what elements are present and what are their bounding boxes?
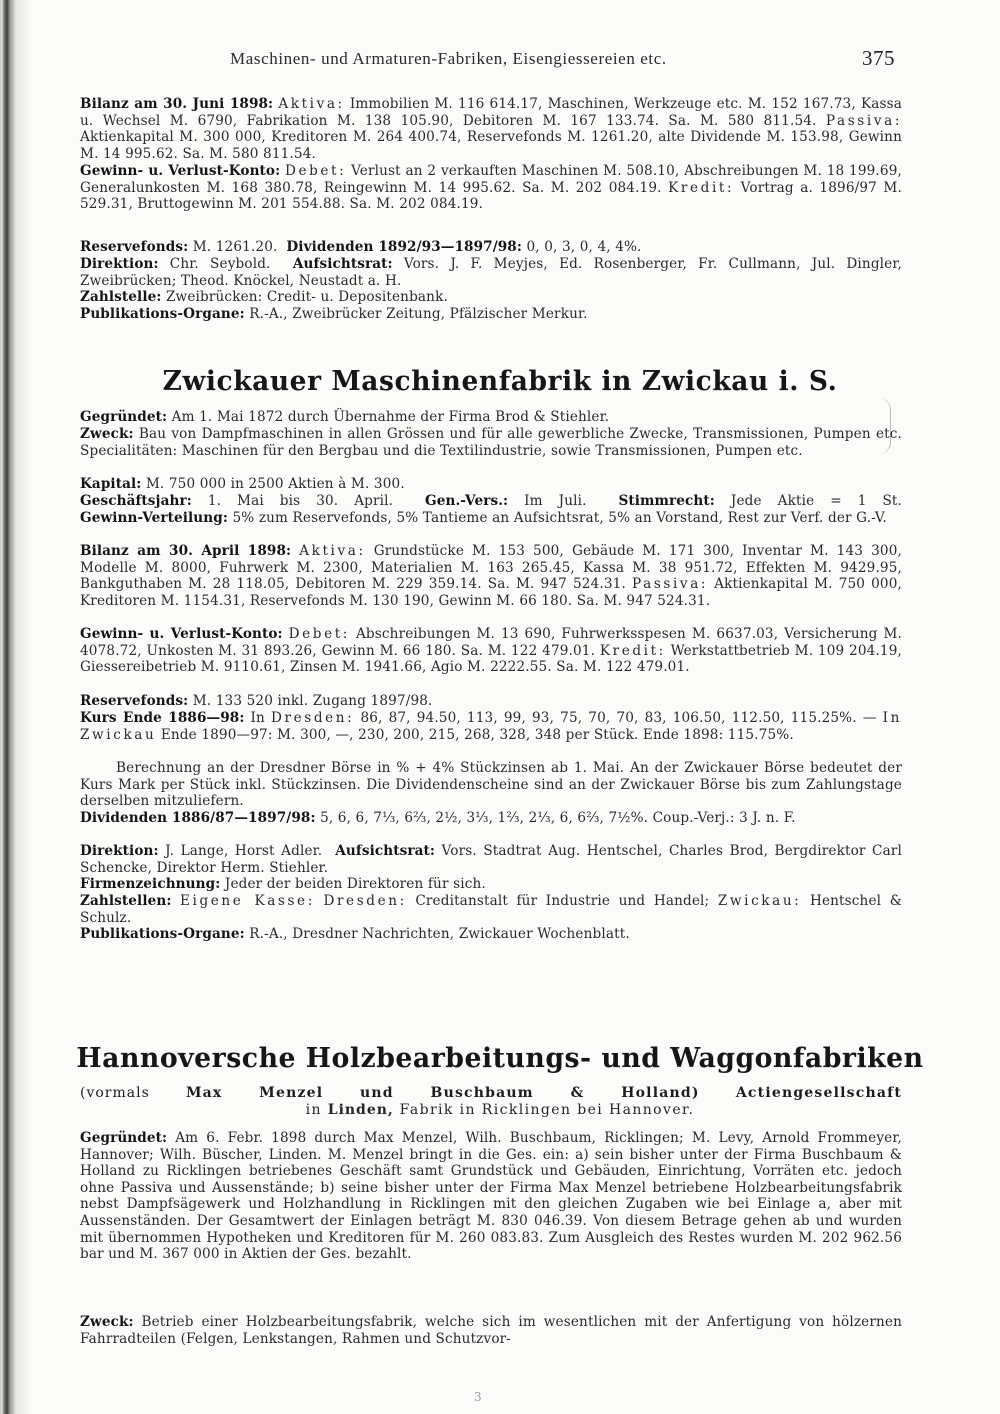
direktion-aufsichtsrat-2: Direktion: J. Lange, Horst Adler. Aufsichtsrat: Vors. Stadtrat Aug. Hentschel, Charles Brod, Bergdirektor Carl Schencke, Direktor Herm. Stiehler. bbox=[80, 843, 902, 876]
running-head: Maschinen- und Armaturen-Fabriken, Eisengiessereien etc. bbox=[230, 49, 667, 68]
bilanz-1898-juni: Bilanz am 30. Juni 1898: Aktiva: Immobilien M. 116 614.17, Maschinen, Werkzeuge etc. M. 152 167.73, Kassa u. Wechsel M. 6790, Fabrikation M. 138 105.90, Debitoren M. 167 133.74. Sa. M. 580 811.54. Passiva: Aktienkapital M. 300 000, Kreditoren M. 264 400.74, Reservefonds M. 1261.20, alte Dividende M. 153.98, Gewinn M. 14 995.62. Sa. M. 580 811.54. bbox=[80, 96, 903, 162]
publikation-2: Publikations-Organe: R.-A., Dresdner Nachrichten, Zwickauer Wochenblatt. bbox=[80, 926, 630, 942]
gegruendet-3: Gegründet: Am 6. Febr. 1898 durch Max Menzel, Wilh. Buschbaum, Ricklingen; M. Levy, Arnold Frommeyer, Hannover; Wilh. Büscher, Linden. M. Menzel bringt in die Ges. ein: a) sein bisher unter der Firma Buschbaum & Holland zu Ricklingen betriebenes Geschäft samt Grundstück und Gebäuden, Einrichtung, Vorräten etc. jedoch ohne Passiva und Aussenstände; b) seine bisher unter der Firma Max Menzel betriebene Holzbearbeitungsfabrik nebst Dampfsägewerk und Holzhandlung in Ricklingen mit den gleichen Zugaben wie bei Einlage a, aber mit Aussenständen. Der Gesamtwert der Einlagen beträgt M. 830 046.39. Von diesem Betrage gehen ab und wurden mit übernommen Hypotheken und Kreditoren für M. 260 083.83. Zum Ausgleich des Restes wurden M. 202 962.56 bar und M. 367 000 in Aktien der Ges. bezahlt. bbox=[80, 1130, 902, 1263]
zahlstelle-1: Zahlstelle: Zweibrücken: Credit- u. Depositenbank. bbox=[80, 289, 448, 305]
gegruendet-2: Gegründet: Am 1. Mai 1872 durch Übernahme der Firma Brod & Stiehler. bbox=[80, 409, 610, 425]
publikation-1: Publikations-Organe: R.-A., Zweibrücker Zeitung, Pfälzischer Merkur. bbox=[80, 306, 588, 322]
dividenden-2: Dividenden 1886/87—1897/98: 5, 6, 6, 7⅓, 6⅔, 2½, 3⅓, 1⅔, 2⅓, 6, 6⅔, 7½%. Coup.-Verj.: 3 J. n. F. bbox=[80, 810, 796, 826]
page-number: 375 bbox=[862, 46, 895, 70]
berechnung-2: Berechnung an der Dresdner Börse in % + 4% Stückzinsen ab 1. Mai. An der Zwickauer Börse bedeutet der Kurs Mark per Stück inkl. Stückzinsen. Die Dividendenscheine sind an der Zwickauer Börse bis zum Zahlungstage derselben mitzuliefern. bbox=[80, 760, 902, 810]
zweck-2: Zweck: Bau von Dampfmaschinen in allen Grössen und für alle gewerbliche Zwecke, Transmissionen, Pumpen etc. Specialitäten: Maschinen für den Bergbau und die Textilindustrie, sowie Transmissionen, Pumpen etc. bbox=[80, 426, 902, 459]
direktion-aufsichtsrat-1: Direktion: Chr. Seybold. Aufsichtsrat: Vors. J. F. Meyjes, Ed. Rosenberger, Fr. Cullmann, Jul. Dingler, Zweibrücken; Theod. Knöckel, Neustadt a. H. bbox=[80, 256, 902, 289]
company-subtitle: (vormals Max Menzel und Buschbaum & Holland) Actiengesellschaft bbox=[80, 1085, 902, 1101]
company-title-zwickau: Zwickauer Maschinenfabrik in Zwickau i. S. bbox=[162, 366, 838, 397]
kurs-2: Kurs Ende 1886—98: In Dresden: 86, 87, 94.50, 113, 99, 93, 75, 70, 70, 83, 106.50, 112.50, 115.25%. — In Zwickau Ende 1890—97: M. 300, —, 230, 200, 215, 268, 328, 348 per Stück. Ende 1898: 115.75%. bbox=[80, 710, 902, 743]
company-location: in Linden, Fabrik in Ricklingen bei Hannover. bbox=[305, 1102, 695, 1118]
geschaeftsjahr-2: Geschäftsjahr: 1. Mai bis 30. April. Gen.-Vers.: Im Juli. Stimmrecht: Jede Aktie = 1 St. bbox=[80, 493, 902, 509]
kapital-2: Kapital: M. 750 000 in 2500 Aktien à M. 300. bbox=[80, 476, 405, 492]
page-header bbox=[0, 47, 1000, 71]
reservefonds-dividenden-1: Reservefonds: M. 1261.20. Dividenden 1892/93—1897/98: 0, 0, 3, 0, 4, 4%. bbox=[80, 239, 642, 255]
binding-edge bbox=[0, 0, 30, 1414]
gewinn-verlust-konto-2: Gewinn- u. Verlust-Konto: Debet: Abschreibungen M. 13 690, Fuhrwerksspesen M. 6637.03, Versicherung M. 4078.72, Unkosten M. 31 893.26, Gewinn M. 66 180. Sa. M. 122 479.01. Kredit: Werkstattbetrieb M. 109 204.19, Giessereibetrieb M. 9110.61, Zinsen M. 1941.66, Agio M. 2222.55. Sa. M. 122 479.01. bbox=[80, 626, 902, 676]
gewinn-verteilung-2: Gewinn-Verteilung: 5% zum Reservefonds, 5% Tantieme an Aufsichtsrat, 5% an Vorstand, Rest zur Verf. der G.-V. bbox=[80, 510, 887, 526]
zweck-3: Zweck: Betrieb einer Holzbearbeitungsfabrik, welche sich im wesentlichen mit der Anfertigung von hölzernen Fahrradteilen (Felgen, Lenkstangen, Rahmen und Schutzvor- bbox=[80, 1314, 902, 1347]
footer-mark: 3 bbox=[474, 1390, 482, 1404]
bilanz-1898-april: Bilanz am 30. April 1898: Aktiva: Grundstücke M. 153 500, Gebäude M. 171 300, Inventar M. 143 300, Modelle M. 8000, Fuhrwerk M. 2300, Materialien M. 163 265.45, Kassa M. 38 951.72, Effekten M. 9429.95, Bankguthaben M. 28 118.05, Debitoren M. 229 359.14. Sa. M. 947 524.31. Passiva: Aktienkapital M. 750 000, Kreditoren M. 1154.31, Reservefonds M. 130 190, Gewinn M. 66 180. Sa. M. 947 524.31. bbox=[80, 543, 902, 609]
reservefonds-2: Reservefonds: M. 133 520 inkl. Zugang 1897/98. bbox=[80, 693, 433, 709]
firmenzeichnung-2: Firmenzeichnung: Jeder der beiden Direktoren für sich. bbox=[80, 876, 486, 892]
company-title-hannover: Hannoversche Holzbearbeitungs- und Waggonfabriken bbox=[76, 1043, 924, 1074]
zahlstellen-2: Zahlstellen: Eigene Kasse: Dresden: Creditanstalt für Industrie und Handel; Zwickau: Hentschel & Schulz. bbox=[80, 893, 902, 926]
gewinn-verlust-konto-1: Gewinn- u. Verlust-Konto: Debet: Verlust an 2 verkauften Maschinen M. 508.10, Abschreibungen M. 18 199.69, Generalunkosten M. 168 380.78, Reingewinn M. 14 995.62. Sa. M. 202 084.19. Kredit: Vortrag a. 1896/97 M. 529.31, Bruttogewinn M. 201 554.88. Sa. M. 202 084.19. bbox=[80, 163, 902, 213]
